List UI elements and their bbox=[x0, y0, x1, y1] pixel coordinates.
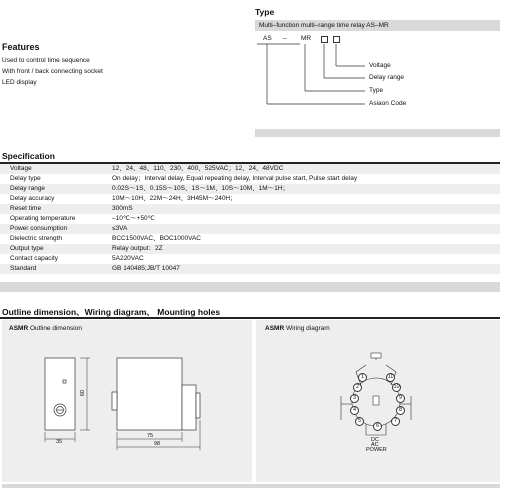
spec-row-contact-capacity bbox=[0, 254, 500, 264]
pin-label: 2 bbox=[353, 383, 362, 392]
spec-row-operating-temperature bbox=[0, 214, 500, 224]
spec-value: 10M～10H、22M～24H、3H45M～240H； bbox=[112, 195, 237, 202]
code-label-type: Type bbox=[369, 87, 384, 94]
spec-value: On delay；Interval delay, Equal repeating delay, Interval pulse start, Pulse start delay bbox=[112, 175, 358, 182]
spec-label: Contact capacity bbox=[10, 255, 59, 262]
spec-label: Delay accuracy bbox=[10, 195, 55, 202]
spec-row-dielectric-strength bbox=[0, 234, 500, 244]
pin-label: 1 bbox=[358, 373, 367, 382]
feature-item: With front / back connecting socket bbox=[2, 68, 103, 75]
wiring-pins bbox=[256, 320, 500, 482]
spec-row-delay-range bbox=[0, 184, 500, 194]
code-label-delay-range: Delay range bbox=[369, 74, 405, 81]
power-label-power: POWER bbox=[366, 447, 387, 453]
power-label-ac: AC bbox=[371, 442, 379, 448]
spec-value: –10℃～+50℃ bbox=[112, 215, 155, 222]
pin-label: 3 bbox=[350, 394, 359, 403]
spec-table bbox=[0, 164, 500, 276]
spec-label: Operating temperature bbox=[10, 215, 76, 222]
type-footer-bar bbox=[255, 129, 500, 137]
panel-title-text: Wiring diagram bbox=[285, 325, 330, 332]
dimension-total-depth: 98 bbox=[154, 441, 161, 447]
spec-value: 300mS bbox=[112, 205, 133, 212]
led-icon bbox=[63, 380, 66, 383]
mounting-clip bbox=[112, 392, 117, 410]
dimension-front-width: 35 bbox=[56, 439, 63, 445]
wiring-diagram-panel bbox=[256, 320, 500, 482]
spec-row-voltage bbox=[0, 164, 500, 174]
code-label-asiaon-code: Asiaon Code bbox=[369, 100, 407, 107]
pin-label: 9 bbox=[396, 394, 405, 403]
spec-label: Reset time bbox=[10, 205, 42, 212]
code-label-voltage: Voltage bbox=[369, 62, 391, 69]
spec-row-power-consumption bbox=[0, 224, 500, 234]
features-heading: Features bbox=[2, 42, 40, 52]
spec-value: 5A220VAC bbox=[112, 255, 144, 262]
code-part-dash: – bbox=[283, 35, 287, 42]
spec-value: Relay output：2Z bbox=[112, 245, 163, 252]
pin-label: 7 bbox=[391, 417, 400, 426]
socket-base bbox=[182, 385, 196, 430]
relay-side-view bbox=[117, 358, 182, 430]
specification-heading: Specification bbox=[2, 151, 55, 161]
code-part-as: AS bbox=[263, 35, 272, 42]
pin-label: 11 bbox=[387, 374, 394, 380]
code-leader-lines bbox=[255, 40, 365, 110]
spec-value: 12、24、48、110、230、400、525VAC；12、24、48VDC bbox=[112, 165, 284, 172]
dimension-body-depth: 75 bbox=[147, 433, 154, 439]
spec-value: GB 140485;JB/T 10047 bbox=[112, 265, 180, 272]
spec-label: Standard bbox=[10, 265, 37, 272]
pin-label: 6 bbox=[373, 422, 382, 431]
spec-label: Dielectric strength bbox=[10, 235, 63, 242]
spec-label: Delay range bbox=[10, 185, 46, 192]
panel-prefix: ASMR bbox=[265, 325, 285, 332]
type-heading: Type bbox=[255, 7, 275, 17]
panel-prefix: ASMR bbox=[9, 325, 29, 332]
outline-heading: Outline dimension、Wiring diagram、 Mounting holes bbox=[2, 307, 221, 317]
feature-item: LED display bbox=[2, 79, 37, 86]
type-model-line: Multi–function multi–range time relay AS–MR bbox=[259, 22, 389, 29]
spec-row-delay-accuracy bbox=[0, 194, 500, 204]
power-label-dc: DC bbox=[371, 437, 379, 443]
socket-pins bbox=[196, 393, 200, 418]
spec-row-standard bbox=[0, 264, 500, 274]
type-model-bar bbox=[255, 20, 500, 31]
spec-label: Delay type bbox=[10, 175, 41, 182]
spec-value: ≤3VA bbox=[112, 225, 128, 232]
pin-label: 10 bbox=[393, 384, 400, 390]
code-part-mr: MR bbox=[301, 35, 312, 42]
pin-label: 4 bbox=[350, 406, 359, 415]
spec-row-reset-time bbox=[0, 204, 500, 214]
pin-label: 5 bbox=[355, 417, 364, 426]
spec-label: Power consumption bbox=[10, 225, 68, 232]
spec-label: Voltage bbox=[10, 165, 32, 172]
outline-dimension-panel bbox=[2, 320, 252, 482]
spec-label: Output type bbox=[10, 245, 44, 252]
spec-footer-bar bbox=[0, 282, 500, 292]
spec-value: BCC1500VAC、BOC1000VAC bbox=[112, 235, 201, 242]
pin-label: 8 bbox=[396, 406, 405, 415]
panel-title-text: Outline dimension bbox=[29, 325, 82, 332]
outline-top-rule bbox=[0, 317, 500, 319]
relay-front-view bbox=[45, 358, 75, 430]
outline-drawing bbox=[2, 320, 252, 482]
feature-item: Used to control time sequence bbox=[2, 57, 90, 64]
spec-row-delay-type bbox=[0, 174, 500, 184]
spec-value: 0.02S～1S、0.15S～10S、1S～1M、10S～10M、1M～1H； bbox=[112, 185, 290, 192]
dimension-height: 60 bbox=[80, 389, 87, 397]
spec-row-output-type bbox=[0, 244, 500, 254]
outline-footer-bar bbox=[2, 484, 500, 488]
